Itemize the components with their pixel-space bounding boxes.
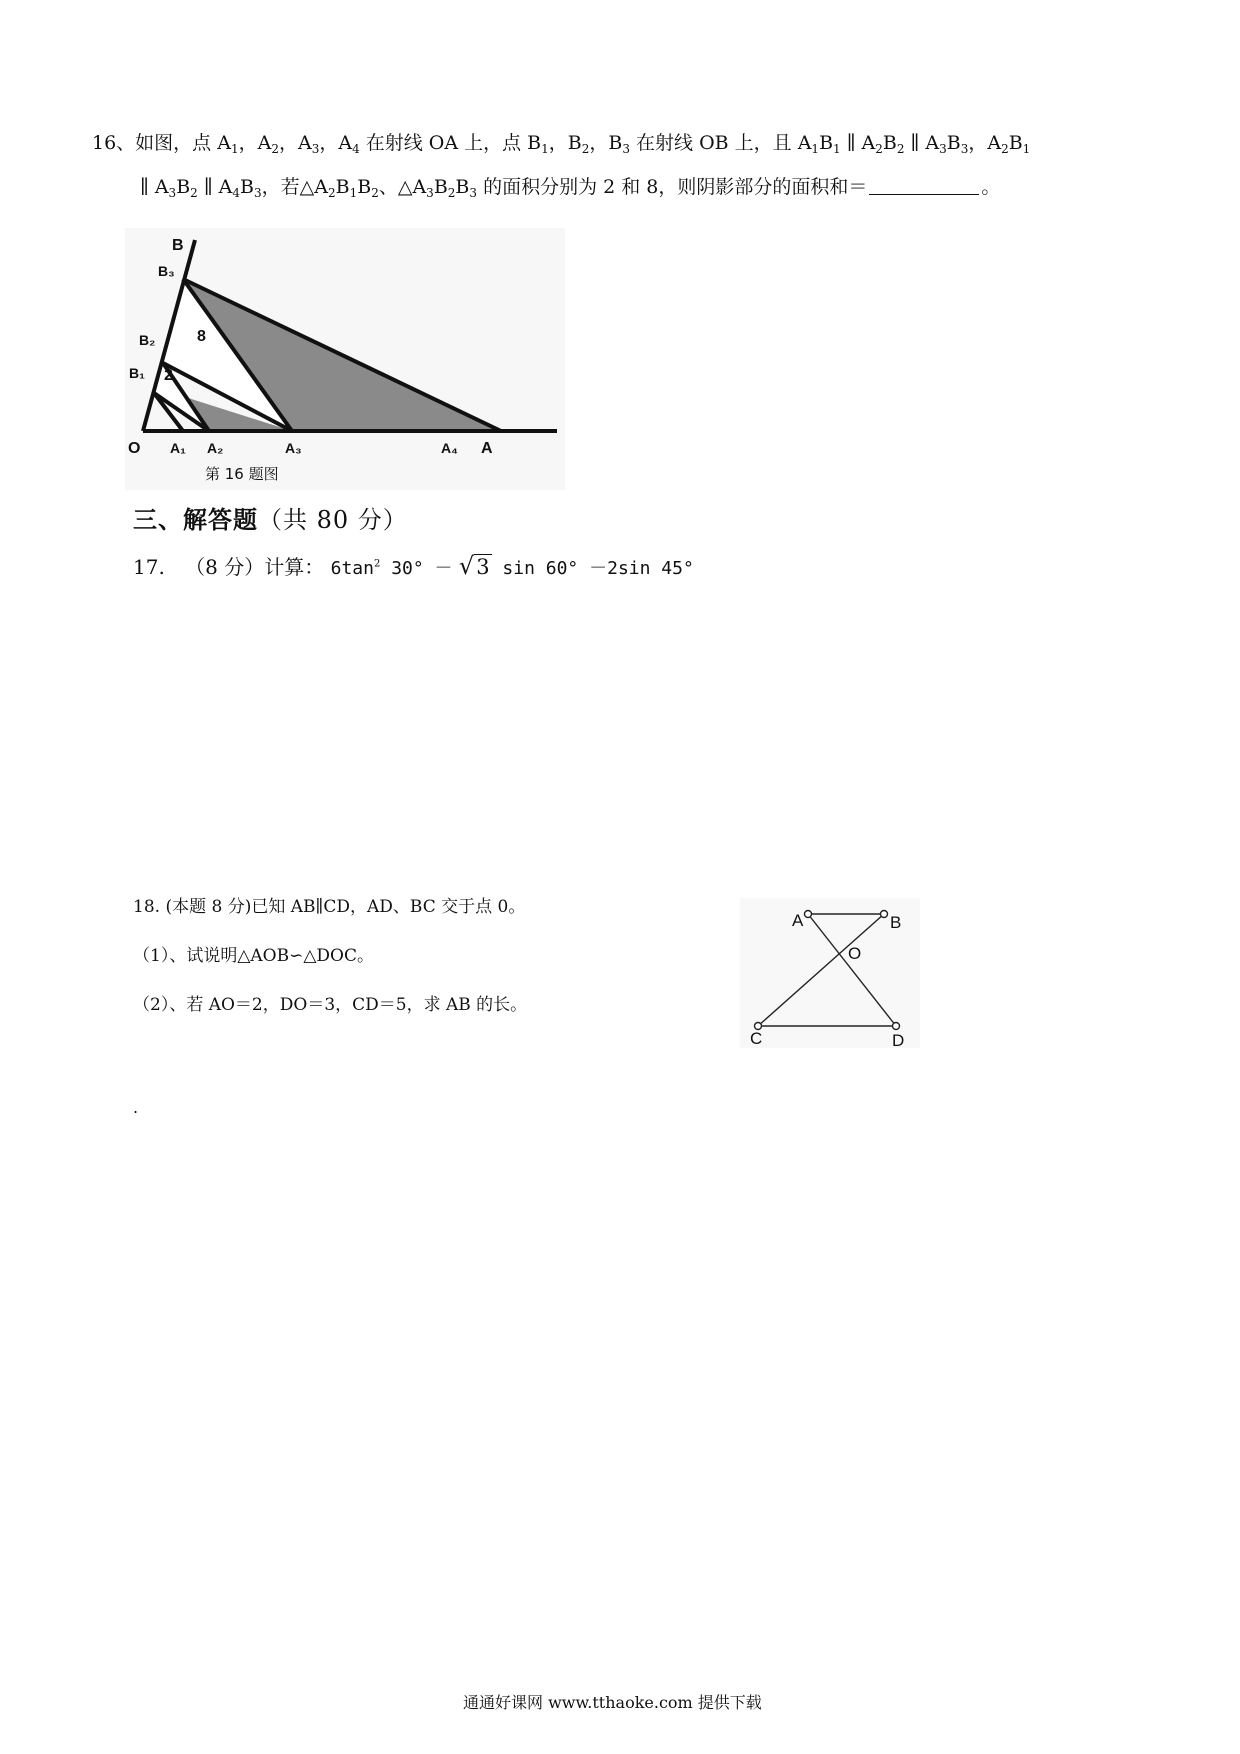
label-a3: A₃: [285, 440, 302, 456]
label-b: B: [172, 237, 184, 254]
q17-points: （8 分）计算：: [185, 555, 325, 579]
label-b-q18: B: [890, 913, 902, 932]
sqrt-symbol: √3: [458, 552, 490, 580]
label-a1: A₁: [170, 440, 186, 456]
point-b: [881, 911, 888, 918]
label-area-2: 2: [164, 367, 173, 384]
q17-expr-1: 6tan: [330, 558, 374, 579]
q17-expr-2: 30° －: [380, 558, 453, 579]
figure-caption: 第 16 题图: [205, 465, 279, 483]
q18-figure-svg: [740, 898, 920, 1048]
label-b3: B₃: [158, 263, 175, 279]
label-area-8: 8: [197, 328, 206, 345]
q17-number: 17.: [133, 555, 165, 579]
label-a: A: [481, 440, 493, 457]
label-a2: A₂: [207, 440, 224, 456]
point-d: [893, 1023, 900, 1030]
label-c-q18: C: [750, 1029, 763, 1048]
q18-line-2: （1）、试说明△AOB∽△DOC。: [133, 946, 374, 966]
q18-line-3: （2）、若 AO＝2，DO＝3，CD＝5，求 AB 的长。: [133, 995, 528, 1015]
q17: 17. （8 分）计算： $6\tan^2$ 30° － √3 sin 60° －2sin 45°: [133, 552, 694, 580]
point-a: [805, 911, 812, 918]
label-b2: B₂: [139, 332, 156, 348]
q18-line-1: 18. (本题 8 分)已知 AB∥CD，AD、BC 交于点 0。: [133, 897, 526, 917]
stray-mark: .: [133, 1098, 139, 1117]
label-a4: A₄: [441, 440, 458, 456]
q18-figure: [740, 898, 920, 1048]
q16-figure-svg: [125, 228, 565, 490]
q16-figure: [125, 228, 565, 490]
section-heading: 三、解答题（共 80 分）: [133, 506, 408, 534]
q17-expr-3: sin 60° －2sin 45°: [491, 558, 694, 579]
label-b1: B₁: [129, 365, 145, 381]
label-o-q18: O: [848, 944, 862, 963]
label-d-q18: D: [892, 1031, 905, 1048]
answer-blank[interactable]: [869, 176, 979, 195]
q16-line-1: 16、如图，点 $A_1$，$A_2$，$A_3$，$A_4$ 在射线 OA 上，点 $B_1$，$B_2$，$B_3$ 在射线 OB 上，且 $A_1B_1$ ∥ $A_2B_2$ ∥ $A_3B_3$，$A_2B_1$: [92, 132, 1031, 156]
label-a-q18: A: [792, 911, 804, 930]
q16-line-2: ∥ $A_3B_2$ ∥ $A_4B_3$，若$\triangle A_2B_1B_2$、$\triangle A_3B_2B_3$ 的面积分别为 2 和 8，则阴影部分的面积和＝ 。: [140, 176, 1001, 200]
footer: 通通好课网 www.tthaoke.com 提供下载: [463, 1693, 762, 1712]
label-o: O: [128, 440, 141, 457]
